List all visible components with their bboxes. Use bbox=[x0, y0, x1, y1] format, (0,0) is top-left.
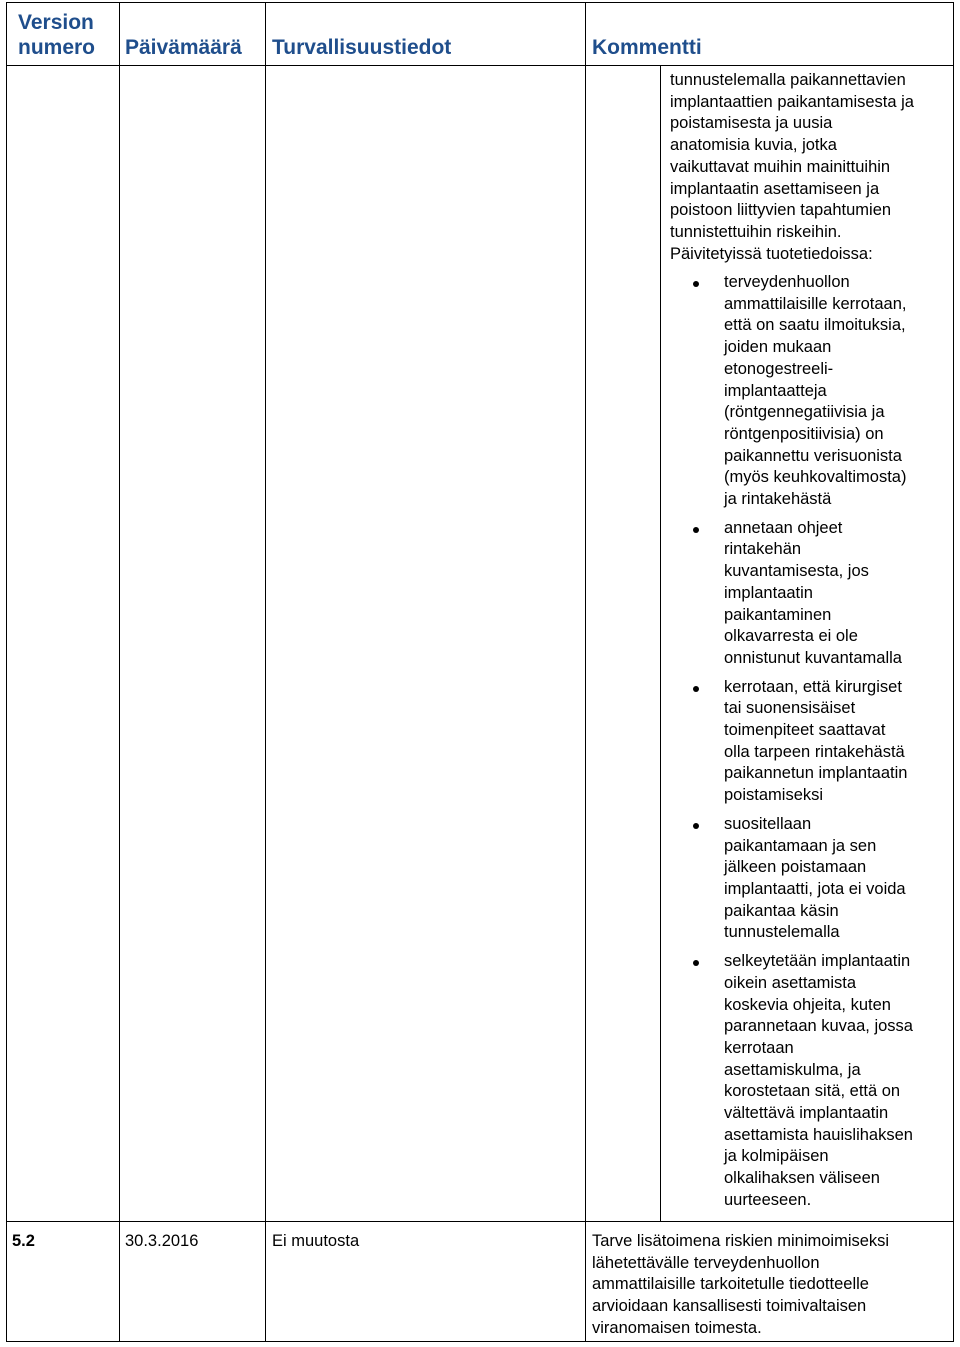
row-comment-line: Tarve lisätoimena riskien minimoimiseksi bbox=[592, 1232, 890, 1250]
bullet-line: koskevia ohjeita, kuten bbox=[724, 995, 891, 1014]
intro-line: implantaatin asettamiseen ja bbox=[670, 179, 880, 198]
bullet-line: etonogestreeli- bbox=[724, 359, 834, 378]
bullet-line: jälkeen poistamaan bbox=[724, 858, 867, 877]
row-comment bbox=[592, 1231, 952, 1340]
bullet-line: röntgenpositiivisia) on bbox=[724, 424, 884, 443]
header-safety: Turvallisuustiedot bbox=[272, 36, 452, 59]
intro-line: poistoon liittyvien tapahtumien bbox=[670, 201, 892, 220]
intro-line: Päivitetyissä tuotetiedoissa: bbox=[670, 244, 873, 263]
header-version-line1: Version bbox=[18, 11, 94, 34]
bullet-line: olkalihaksen väliseen bbox=[724, 1169, 880, 1188]
column-divider-1 bbox=[119, 3, 120, 1341]
bullet-item bbox=[724, 951, 956, 1211]
bullet-line: olla tarpeen rintakehästä bbox=[724, 742, 905, 761]
bullet-line: toimenpiteet saattavat bbox=[724, 721, 886, 740]
header-version-line2: numero bbox=[18, 36, 96, 59]
bullet-line: terveydenhuollon bbox=[724, 273, 850, 291]
updated-info-bullet-list bbox=[724, 272, 956, 1219]
row-comment-line: ammattilaisille tarkoitetulle tiedotteelle bbox=[592, 1275, 869, 1294]
bullet-line: implantaatti, jota ei voida bbox=[724, 879, 906, 898]
row-safety: Ei muutosta bbox=[272, 1232, 360, 1250]
header-date: Päivämäärä bbox=[125, 36, 242, 59]
bullet-line: oikein asettamista bbox=[724, 973, 857, 992]
row-comment-line: viranomaisen toimesta. bbox=[592, 1318, 762, 1337]
row-version: 5.2 bbox=[12, 1232, 35, 1250]
bullet-line: suositellaan bbox=[724, 814, 812, 833]
intro-line: poistamisesta ja uusia bbox=[670, 114, 833, 133]
bullet-item bbox=[724, 814, 956, 944]
bullet-line: paikantaminen bbox=[724, 605, 832, 624]
bullet-line: rintakehän bbox=[724, 540, 802, 559]
intro-line: anatomisia kuvia, jotka bbox=[670, 136, 837, 155]
bullet-line: poistamiseksi bbox=[724, 786, 824, 805]
bullet-line: selkeytetään implantaatin bbox=[724, 952, 911, 971]
bullet-line: kerrotaan, että kirurgiset bbox=[724, 677, 902, 696]
bullet-item bbox=[724, 518, 956, 670]
bullet-item bbox=[724, 272, 956, 511]
bullet-dot-icon bbox=[693, 281, 699, 287]
bullet-line: ja rintakehästä bbox=[724, 490, 832, 509]
row-comment-line: lähetettävälle terveydenhuollon bbox=[592, 1253, 820, 1272]
row-date: 30.3.2016 bbox=[125, 1232, 199, 1250]
row-comment-line: arvioidaan kansallisesti toimivaltaisen bbox=[592, 1297, 867, 1316]
bullet-dot-icon bbox=[693, 527, 699, 533]
bullet-item bbox=[724, 677, 956, 807]
row-divider bbox=[7, 1221, 953, 1222]
bullet-line: korostetaan sitä, että on bbox=[724, 1082, 901, 1101]
bullet-line: uurteeseen. bbox=[724, 1190, 812, 1209]
intro-line: tunnistettuihin riskeihin. bbox=[670, 222, 842, 241]
header-divider bbox=[7, 65, 953, 66]
bullet-line: asettamista hauislihaksen bbox=[724, 1125, 913, 1144]
bullet-line: implantaatteja bbox=[724, 381, 827, 400]
bullet-dot-icon bbox=[693, 823, 699, 829]
bullet-line: paikannettu verisuonista bbox=[724, 446, 902, 465]
bullet-line: asettamiskulma, ja bbox=[724, 1060, 861, 1079]
intro-line: vaikuttavat muihin mainittuihin bbox=[670, 157, 891, 176]
header-comment: Kommentti bbox=[592, 36, 702, 59]
bullet-line: annetaan ohjeet bbox=[724, 518, 843, 537]
bullet-line: tai suonensisäiset bbox=[724, 699, 856, 718]
bullet-line: vältettävä implantaatin bbox=[724, 1104, 889, 1123]
header-version bbox=[18, 10, 95, 60]
column-divider-3 bbox=[585, 3, 586, 1341]
bullet-line: parannetaan kuvaa, jossa bbox=[724, 1017, 913, 1036]
bullet-line: että on saatu ilmoituksia, bbox=[724, 316, 906, 335]
intro-line: tunnustelemalla paikannettavien bbox=[670, 71, 906, 89]
bullet-line: paikannetun implantaatin bbox=[724, 764, 908, 783]
bullet-line: implantaatin bbox=[724, 583, 813, 602]
bullet-line: ammattilaisille kerrotaan, bbox=[724, 294, 907, 313]
bullet-line: paikantaa käsin bbox=[724, 901, 839, 920]
bullet-line: tunnustelemalla bbox=[724, 923, 840, 942]
bullet-line: paikantamaan ja sen bbox=[724, 836, 877, 855]
bullet-line: kuvantamisesta, jos bbox=[724, 562, 869, 581]
continued-comment-intro bbox=[670, 70, 954, 265]
column-divider-2 bbox=[265, 3, 266, 1341]
bullet-dot-icon bbox=[693, 686, 699, 692]
bullet-line: (röntgennegatiivisia ja bbox=[724, 403, 885, 422]
intro-line: implantaattien paikantamisesta ja bbox=[670, 92, 914, 111]
bullet-line: (myös keuhkovaltimosta) bbox=[724, 468, 907, 487]
bullet-line: onnistunut kuvantamalla bbox=[724, 648, 902, 667]
bullet-line: kerrotaan bbox=[724, 1038, 794, 1057]
bullet-line: ja kolmipäisen bbox=[724, 1147, 829, 1166]
bullet-line: joiden mukaan bbox=[724, 338, 832, 357]
column-divider-4 bbox=[660, 65, 661, 1221]
bullet-line: olkavarresta ei ole bbox=[724, 627, 858, 646]
